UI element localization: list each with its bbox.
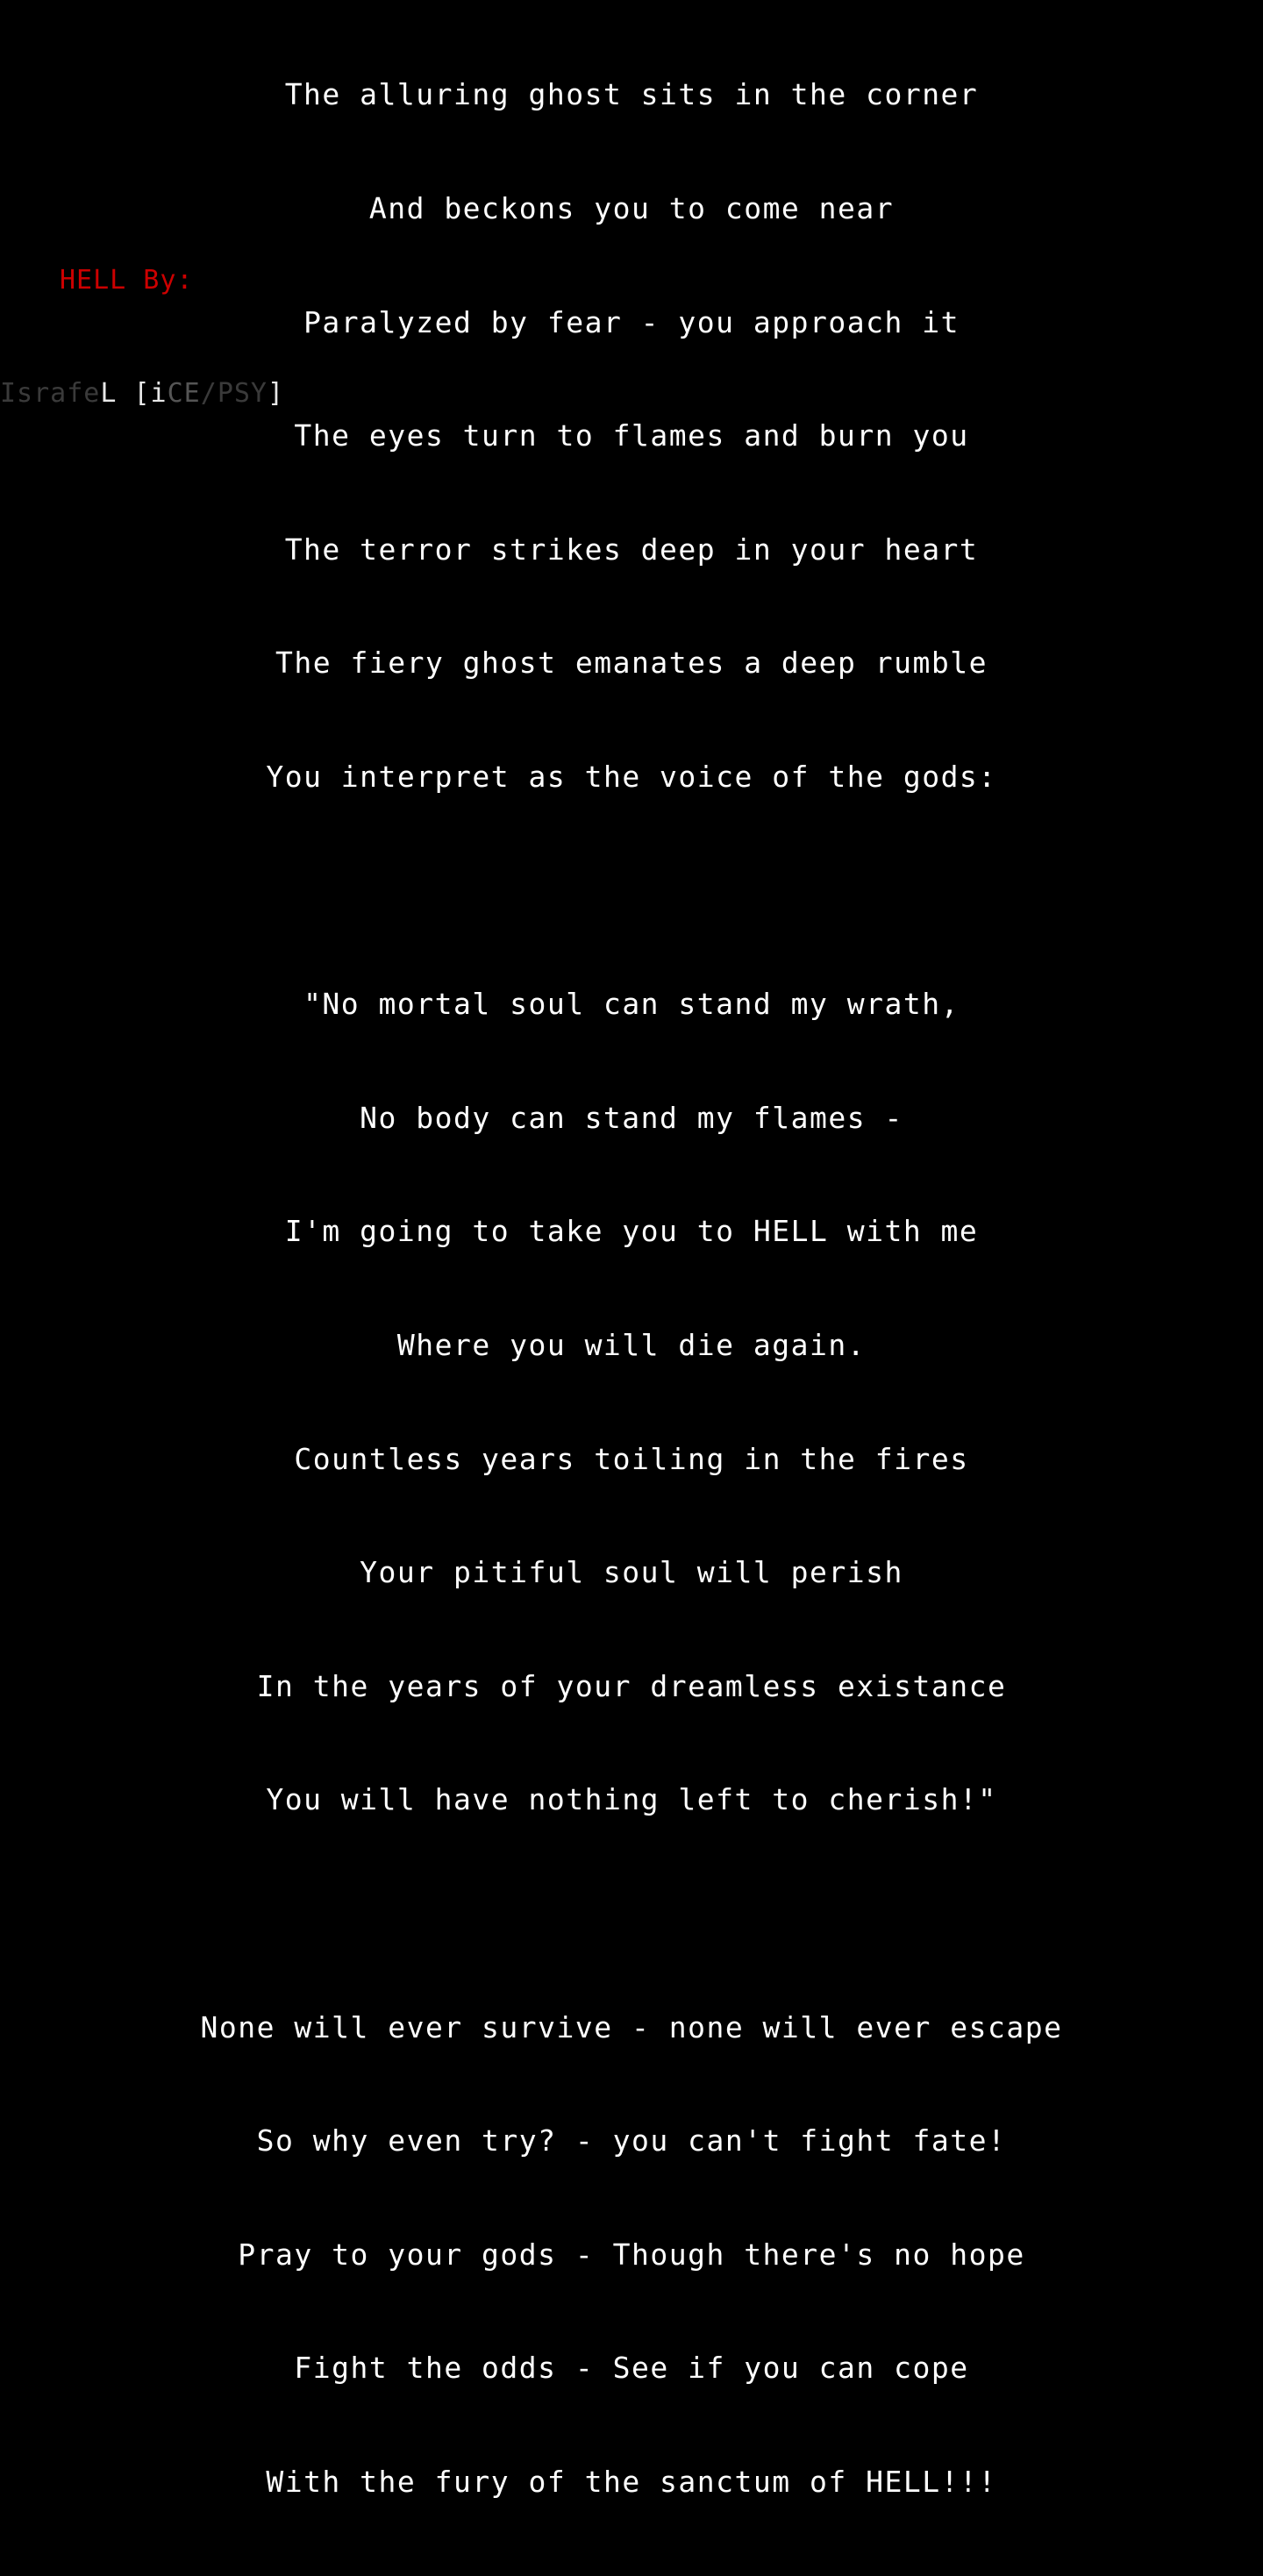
poem-line: Your pitiful soul will perish — [360, 1555, 903, 1590]
poem-line: With the fury of the sanctum of HELL!!! — [266, 2464, 997, 2499]
poem-line: Pray to your gods - Though there's no hope — [238, 2237, 1025, 2272]
poem-line: "No mortal soul can stand my wrath, — [303, 987, 960, 1022]
handle-name-dim: Israfe — [0, 378, 101, 409]
handle-group-psy: PSY — [217, 378, 268, 409]
poem-line: No body can stand my flames - — [360, 1100, 903, 1135]
poem-line: The terror strikes deep in your heart — [284, 532, 979, 567]
poem-line: Where you will die again. — [396, 1327, 867, 1362]
handle-group-ice: CE — [167, 378, 201, 409]
handle-bracket-open: [i — [117, 378, 168, 409]
credit-title-text: HELL By: — [60, 265, 194, 296]
poem-line-blank — [0, 872, 1263, 910]
poem-line: In the years of your dreamless existance — [256, 1668, 1007, 1703]
poem-line: None will ever survive - none will ever escape — [200, 2009, 1063, 2044]
poem-line: Fight the odds - See if you can cope — [294, 2351, 969, 2386]
handle-slash: / — [200, 378, 218, 409]
handle-bracket-close: ] — [268, 378, 285, 409]
poem-line: You interpret as the voice of the gods: — [266, 759, 997, 794]
poem-line: The alluring ghost sits in the corner — [284, 77, 979, 112]
poem-line: Countless years toiling in the fires — [294, 1441, 969, 1476]
poem-line: The eyes turn to flames and burn you — [294, 418, 969, 453]
poem-line: The fiery ghost emanates a deep rumble — [275, 646, 988, 681]
handle-name-bright: L — [100, 378, 118, 409]
poem-line: You will have nothing left to cherish!" — [266, 1782, 997, 1817]
poem-line: Paralyzed by fear - you approach it — [303, 304, 960, 339]
poem-line: So why even try? - you can't fight fate! — [256, 2123, 1007, 2159]
poem-line-blank — [0, 1895, 1263, 1932]
poem-line: And beckons you to come near — [368, 191, 895, 225]
poem-line: I'm going to take you to HELL with me — [284, 1214, 979, 1249]
